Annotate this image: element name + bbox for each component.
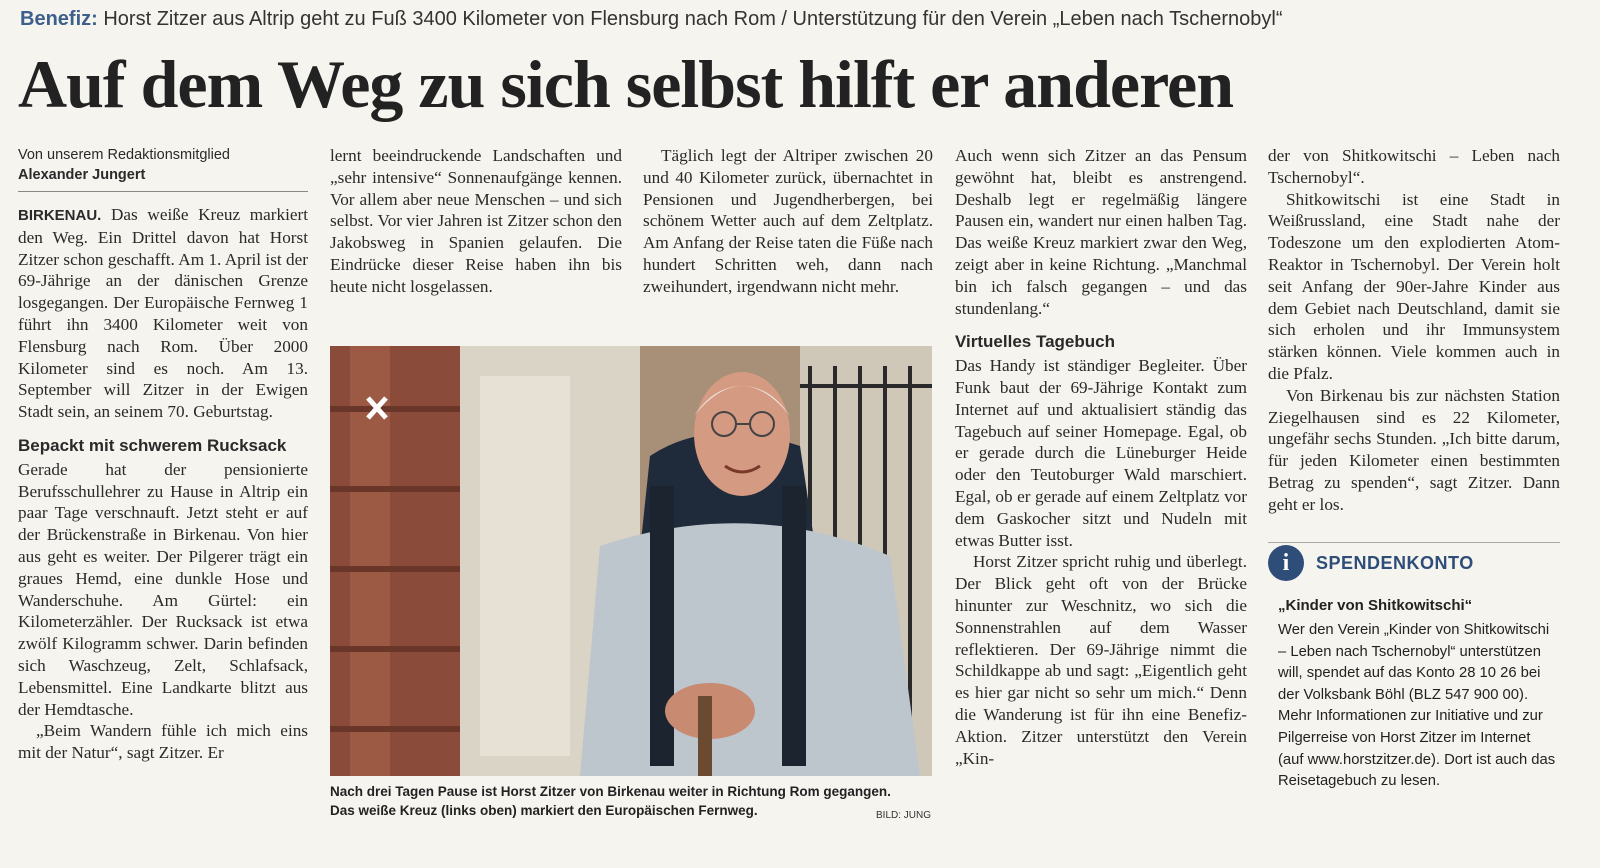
kicker bbox=[20, 8, 1580, 31]
donation-infobox bbox=[1268, 542, 1560, 793]
dateline: BIRKENAU. bbox=[18, 207, 102, 224]
paragraph: der von Shitkowitschi – Leben nach Tschernobyl“. bbox=[1268, 146, 1560, 187]
headline: Auf dem Weg zu sich selbst hilft er anderen bbox=[18, 46, 1234, 122]
paragraph bbox=[18, 204, 308, 423]
column-3 bbox=[643, 145, 933, 298]
paragraph: Täglich legt der Altriper zwischen 20 und 40 Kilometer zurück, übernachtet in Pensionen und Jugendherbergen, bei schönem Wetter auch auf dem Zeltplatz. Am Anfang der Reise taten die Füße nach hundert Schritten weh, dann nach zweihundert, irgendwann nicht mehr. bbox=[643, 146, 933, 296]
photo-caption bbox=[330, 782, 934, 820]
kicker-label: Benefiz: bbox=[20, 8, 98, 30]
byline-label: Von unserem Redaktionsmitglied bbox=[18, 147, 230, 163]
article-photo bbox=[330, 346, 932, 776]
paragraph: Von Birkenau bis zur nächsten Station Ziegelhausen sind es 22 Kilometer, ungefähr sechs Stunden. „Ich bitte darum, für jeden Kilometer einen bestimmten Betrag zu spenden“, sagt Zitzer. Dann geht er los. bbox=[1268, 385, 1560, 514]
photo-credit: BILD: JUNG bbox=[876, 810, 932, 821]
info-icon: i bbox=[1268, 545, 1304, 581]
caption-line-1: Nach drei Tagen Pause ist Horst Zitzer von Birkenau weiter in Richtung Rom gegangen. bbox=[330, 784, 891, 799]
paragraph: lernt beeindruckende Landschaften und „sehr intensive“ Sonnenaufgänge kennen. Vor allem aber neue Menschen – und sich selbst. Vor vier Jahren ist Zitzer schon den Jakobsweg in Spanien gelaufen. Die Eindrücke dieser Reise haben ihn bis heute nicht losgelassen. bbox=[330, 146, 622, 296]
column-2 bbox=[330, 145, 622, 298]
caption-line-2: Das weiße Kreuz (links oben) markiert den Europäischen Fernweg. bbox=[330, 803, 758, 818]
paragraph: Shitkowitschi ist eine Stadt in Weißrussland, eine Stadt nahe der Todeszone um den explodierten Atom-Reaktor in Tschernobyl. Der Verein holt seit Anfang der 90er-Jahre Kinder aus dem Gebiet nach Deutschland, damit sie sich erholen und ihr Immunsystem stärken können. Viele kommen auch in die Pfalz. bbox=[1268, 189, 1560, 383]
infobox-subtitle: „Kinder von Shitkowitschi“ bbox=[1278, 597, 1473, 614]
photo-illustration bbox=[330, 346, 932, 776]
infobox-title: SPENDENKONTO bbox=[1316, 552, 1474, 573]
paragraph-text: Das weiße Kreuz markiert den Weg. Ein Drittel davon hat Horst Zitzer schon geschafft. Am 1. April ist der 69-Jährige an der dänischen Grenze losgegangen. Der Europäische Fernweg 1 führt ihn 3400 Kilometer weit von Flensburg nach Rom. Über 2000 Kilometer sind es noch. Am 13. September will Zitzer in der Ewigen Stadt sein, an seinem 70. Geburtstag. bbox=[18, 205, 308, 422]
byline-author: Alexander Jungert bbox=[18, 167, 146, 183]
paragraph: Horst Zitzer spricht ruhig und überlegt. Der Blick geht oft von der Brücke hinunter zur Weschnitz, wo sich die Sonnenstrahlen auf dem Wasser reflektieren. Der 69-Jährige nimmt die Schildkappe ab und sagt: „Eigentlich geht es hier gar nicht so sehr um mich.“ Denn die Wanderung ist für ihn eine Benefiz-Aktion. Zitzer unterstützt den Verein „Kin- bbox=[955, 552, 1247, 768]
infobox-body: Wer den Verein „Kinder von Shitkowitschi – Leben nach Tschernobyl“ unterstützen will, spendet auf das Konto 28 10 26 bei der Volksbank Böhl (BLZ 547 900 00). Mehr Informationen zur Initiative und zur Pilgerreise von Horst Zitzer im Internet (auf www.horstzitzer.de). Dort ist auch das Reisetagebuch zu lesen. bbox=[1278, 622, 1556, 790]
subheading: Virtuelles Tagebuch bbox=[955, 332, 1115, 352]
infobox-header bbox=[1268, 542, 1560, 583]
paragraph: Auch wenn sich Zitzer an das Pensum gewöhnt hat, bleibt es anstrengend. Deshalb legt er regelmäßig längere Pausen ein, wandert nur einen halben Tag. Das weiße Kreuz markiert zwar den Weg, zeigt aber in keine Richtung. „Manchmal bin ich falsch gegangen – und das stundenlang.“ bbox=[955, 146, 1247, 318]
byline-divider bbox=[18, 191, 308, 192]
column-1 bbox=[18, 145, 308, 764]
paragraph: Das Handy ist ständiger Begleiter. Über Funk baut der 69-Jährige Kontakt zum Internet auf und aktualisiert ständig das Tagebuch auf seiner Homepage. Egal, ob er gerade durch die Lüneburger Heide oder den Teutoburger Wald marschiert. Egal, ob er gerade auf einem Zeltplatz vor dem Gaskocher sitzt und Nudeln mit etwas Butter isst. bbox=[955, 356, 1247, 550]
subheading: Bepackt mit schwerem Rucksack bbox=[18, 435, 287, 455]
column-5 bbox=[1268, 145, 1560, 516]
kicker-text: Horst Zitzer aus Altrip geht zu Fuß 3400 Kilometer von Flensburg nach Rom / Unterstützung für den Verein „Leben nach Tschernobyl“ bbox=[97, 8, 1283, 30]
paragraph: „Beim Wandern fühle ich mich eins mit der Natur“, sagt Zitzer. Er bbox=[18, 721, 308, 763]
paragraph: Gerade hat der pensionierte Berufsschullehrer zu Hause in Altrip ein paar Tage verschnauft. Jetzt steht er auf der Brückenstraße in Birkenau. Von hier aus geht es weiter. Der Pilgerer trägt ein graues Hemd, eine dunkle Hose und Wanderschuhe. Am Gürtel: ein Kilometerzähler. Der Rucksack ist etwa zwölf Kilogramm schwer. Darin befinden sich Waschzeug, Zelt, Schlafsack, Lebensmittel. Eine Landkarte blitzt aus der Hemdtasche. bbox=[18, 459, 308, 719]
column-4 bbox=[955, 145, 1247, 769]
